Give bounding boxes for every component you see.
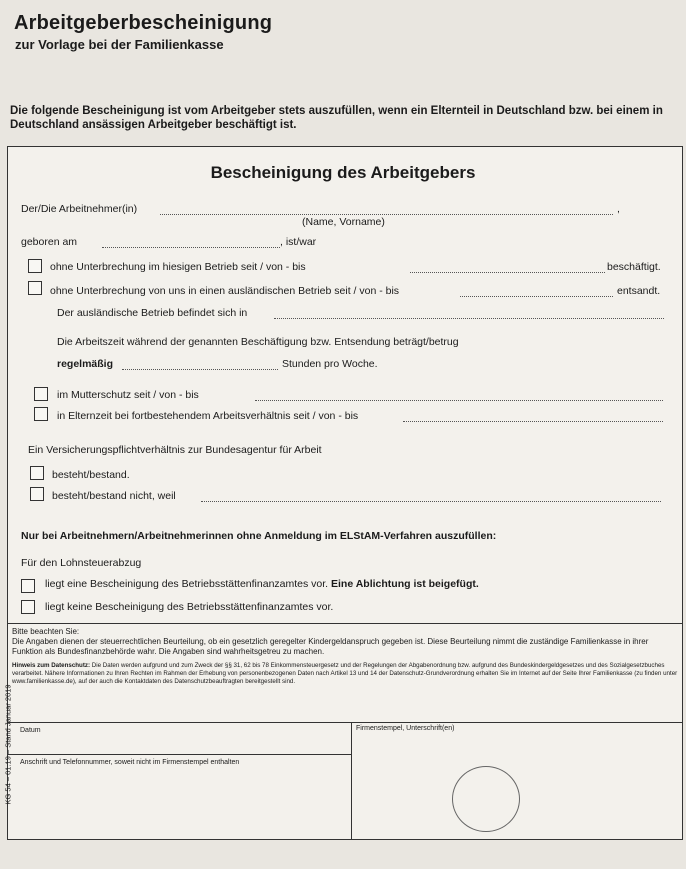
footer-date-rule: [7, 754, 352, 755]
insurance-not-exists-label: besteht/bestand nicht, weil: [52, 490, 176, 502]
hours-text: Die Arbeitszeit während der genannten Beschäftigung bzw. Entsendung beträgt/betrug: [57, 336, 459, 348]
checkbox-abroad-posting[interactable]: [28, 281, 42, 295]
checkbox-certificate-absent[interactable]: [21, 600, 35, 614]
intro-text: Die folgende Bescheinigung ist vom Arbeitgeber stets auszufüllen, wenn ein Elternteil in Deutschland bzw. bei einem in Deutschland ansässigen Arbeitgeber beschäftigt ist.: [10, 105, 663, 131]
certificate-present-label: liegt eine Bescheinigung des Betriebsstättenfinanzamtes vor. Eine Ablichtung ist beigefügt.: [45, 578, 479, 590]
form-title: Arbeitgeberbescheinigung: [14, 12, 273, 34]
notes-heading: Bitte beachten Sie:: [12, 627, 80, 636]
insurance-text: Ein Versicherungspflichtverhältnis zur Bundesagentur für Arbeit: [28, 444, 322, 456]
checkbox-insurance-not-exists[interactable]: [30, 487, 44, 501]
abroad-location-label: Der ausländische Betrieb befindet sich in: [57, 307, 248, 319]
privacy-notice: Hinweis zum Datenschutz: Die Daten werden aufgrund und zum Zweck der §§ 31, 62 bis 78 Einkommensteuergesetz und der Regelungen der Abgabenordnung bzw. aufgrund des Bundeskindergeldgesetzes und des Sozialgesetzbuches verarbeitet. Nähere Informationen zu Ihren Rechten im Rahmen der Erhebung von personenbezogenen Daten nach Artikel 13 und 14 der Datenschutz-Grundverordnung erhalten Sie im Internet auf der Seite Ihrer Familienkasse (zu finden unter www.familienkasse.de), auf der auch die Kontaktdaten des Datenschutzbeauftragten bereitgestellt sind.: [12, 662, 678, 685]
regular-label: regelmäßig: [57, 358, 114, 370]
stamp-circle[interactable]: [452, 766, 520, 832]
checkbox-local-employment[interactable]: [28, 259, 42, 273]
certificate-title: Bescheinigung des Arbeitgebers: [210, 163, 476, 182]
notes-block: [12, 627, 679, 686]
local-employment-end: beschäftigt.: [607, 261, 661, 273]
address-field[interactable]: [10, 770, 348, 836]
name-hint: (Name, Vorname): [302, 216, 385, 228]
certificate-absent-label: liegt keine Bescheinigung des Betriebsstättenfinanzamtes vor.: [45, 601, 334, 613]
local-employment-label: ohne Unterbrechung im hiesigen Betrieb seit / von - bis: [50, 261, 306, 273]
born-label: geboren am: [21, 236, 78, 248]
date-label: Datum: [20, 727, 41, 734]
maternity-period-field[interactable]: [255, 400, 663, 401]
date-field[interactable]: [10, 734, 348, 752]
footer-top-rule: [7, 722, 683, 723]
form-page: Arbeitgeberbescheinigung zur Vorlage bei der Familienkasse Die folgende Bescheinigung ist vom Arbeitgeber stets auszufüllen, wenn ein Elternteil in Deutschland bzw. bei einem in Deutschland ansässigen Arbeitgeber beschäftigt ist. Bescheinigung des Arbeitgebers Der/Die Arbeitnehmer(in) , (Name, Vorname) geboren am , ist/war ohne Unterbrechung im hiesigen Betrieb seit / von - bis beschäftigt. ohne Unterbrechung von uns in einen ausländischen Betrieb seit / von - bis entsandt. Der ausländische Betrieb befindet sich in Die Arbeitszeit während der genannten Beschäftigung bzw. Entsendung beträgt/betrug regelmäßig Stunden pro Woche. im Mutterschutz seit / von - bis in Elternzeit bei fortbestehendem Arbeitsverhältnis seit / von - bis Ein Versicherungspflichtverhältnis zur Bundesagentur für Arbeit besteht/bestand. besteht/bestand nicht, weil Nur bei Arbeitnehmern/Arbeitnehmerinnen ohne Anmeldung im ELStAM-Verfahren auszufüllen: Für den Lohnsteuerabzug liegt eine Bescheinigung des Betriebsstättenfinanzamtes vor. Eine Ablichtung ist beigefügt. liegt keine Bescheinigung des Betriebsstättenfinanzamtes vor. Bitte beachten Sie: Die Angaben dienen der steuerrechtlichen Beurteilung, ob ein gesetzlich geregelter Kindergeldanspruch gegeben ist. Diese Beurteilung nimmt die zuständige Familienkasse in ihrer Funktion als Bundesfinanzbehörde wahr. Die Angaben sind wahrheitsgetreu zu machen. Hinweis zum Datenschutz: Die Daten werden aufgrund und zum Zweck der §§ 31, 62 bis 78 Einkommensteuergesetz und der Regelungen der Abgabenordnung bzw. aufgrund des Bundeskindergeldgesetzes und des Sozialgesetzbuches verarbeitet. Nähere Informationen zu Ihren Rechten im Rahmen der Erhebung von personenbezogenen Daten nach Artikel 13 und 14 der Datenschutz-Grundverordnung erhalten Sie im Internet auf der Seite Ihrer Familienkasse (zu finden unter www.familienkasse.de), auf der auch die Kontaktdaten des Datenschutzbeauftragten bereitgestellt sind. Datum Firmenstempel, Unterschrift(en) Anschrift und Telefonnummer, soweit nicht im Firmenstempel enthalten KG 54 – 01.19 – Stand Januar 2019: [0, 0, 686, 869]
insurance-exists-label: besteht/bestand.: [52, 469, 130, 481]
hours-suffix: Stunden pro Woche.: [282, 358, 378, 370]
birthdate-field[interactable]: [102, 247, 280, 248]
tax-label: Für den Lohnsteuerabzug: [21, 557, 142, 569]
local-period-field[interactable]: [410, 272, 605, 273]
employee-name-field[interactable]: [160, 214, 613, 215]
hours-field[interactable]: [122, 369, 278, 370]
form-subtitle: zur Vorlage bei der Familienkasse: [15, 37, 224, 52]
checkbox-maternity[interactable]: [34, 387, 48, 401]
abroad-location-field[interactable]: [274, 318, 664, 319]
checkbox-certificate-present[interactable]: [21, 579, 35, 593]
notes-text: Die Angaben dienen der steuerrechtlichen Beurteilung, ob ein gesetzlich geregelter Kindergeldanspruch gegeben ist. Diese Beurteilung nimmt die zuständige Familienkasse in ihrer Funktion als Bundesfinanzbehörde wahr. Die Angaben sind wahrheitsgetreu zu machen.: [12, 637, 649, 656]
notes-divider: [7, 623, 683, 624]
abroad-posting-end: entsandt.: [617, 285, 661, 297]
insurance-reason-field[interactable]: [201, 501, 661, 502]
abroad-period-field[interactable]: [460, 296, 613, 297]
footer-column-divider: [351, 722, 352, 840]
parental-leave-label: in Elternzeit bei fortbestehendem Arbeitsverhältnis seit / von - bis: [57, 410, 359, 422]
was-label: , ist/war: [280, 236, 317, 248]
abroad-posting-label: ohne Unterbrechung von uns in einen ausländischen Betrieb seit / von - bis: [50, 285, 400, 297]
employee-label: Der/Die Arbeitnehmer(in): [21, 203, 138, 215]
parental-period-field[interactable]: [403, 421, 663, 422]
elstam-heading: Nur bei Arbeitnehmern/Arbeitnehmerinnen ohne Anmeldung im ELStAM-Verfahren auszufüllen:: [21, 530, 497, 542]
checkbox-parental-leave[interactable]: [34, 407, 48, 421]
stamp-label: Firmenstempel, Unterschrift(en): [356, 725, 455, 732]
form-code-sidebar: KG 54 – 01.19 – Stand Januar 2019: [3, 684, 13, 805]
maternity-label: im Mutterschutz seit / von - bis: [57, 389, 199, 401]
checkbox-insurance-exists[interactable]: [30, 466, 44, 480]
address-label: Anschrift und Telefonnummer, soweit nicht im Firmenstempel enthalten: [20, 759, 240, 766]
